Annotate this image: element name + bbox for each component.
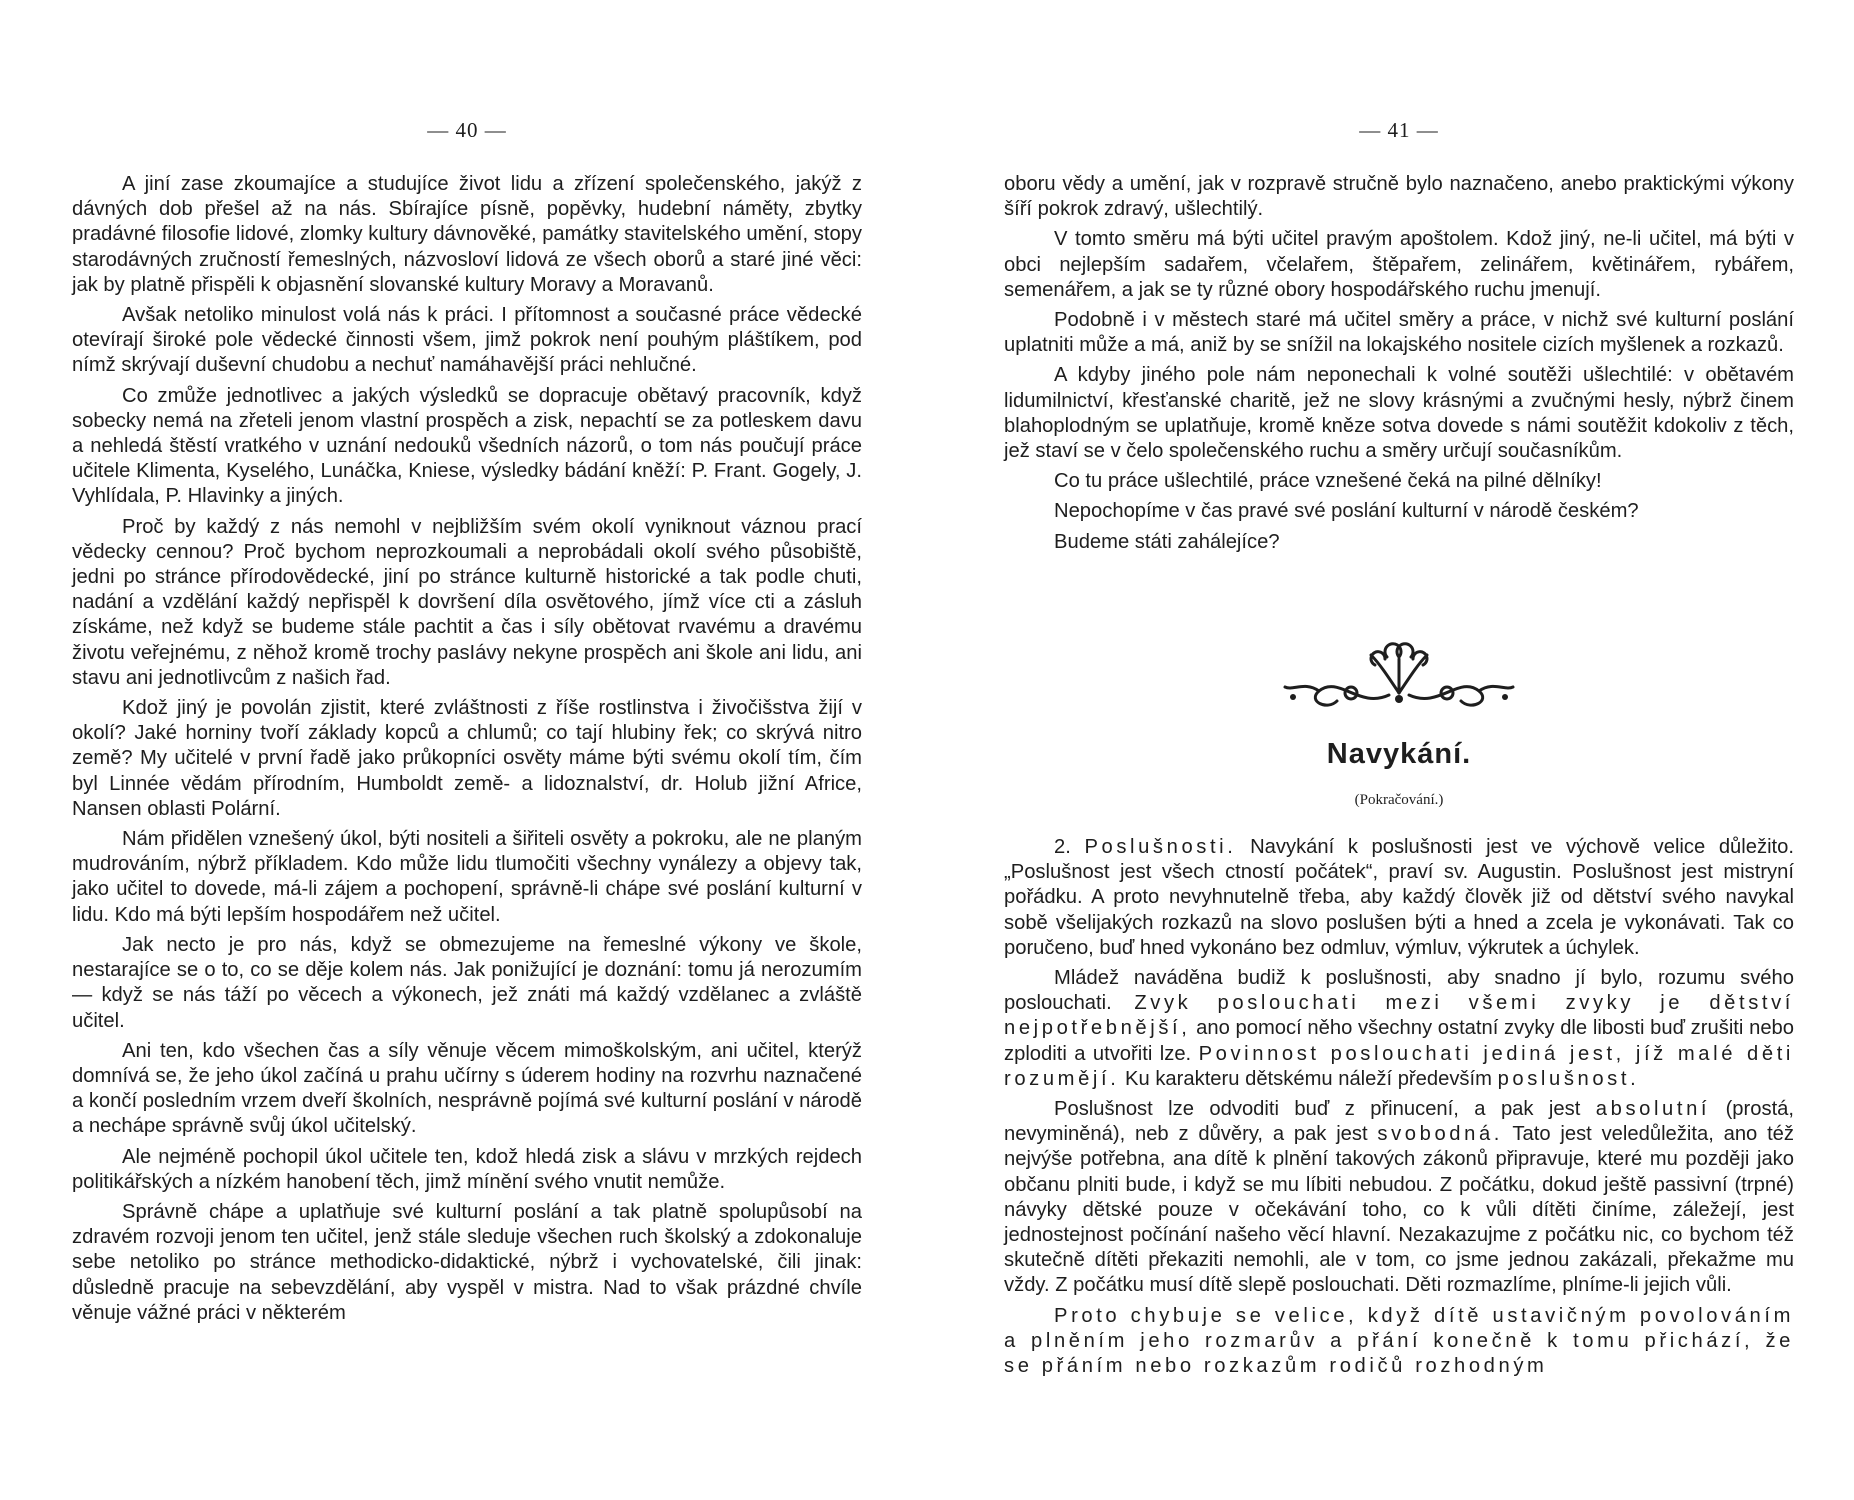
section-subheading: (Pokračování.) bbox=[1354, 792, 1444, 808]
paragraph: A kdyby jiného pole nám neponechali k volné soutěži ušlechtilé: v obětavém lidumilnictví, křesťanské charitě, jež ne slovy krásnými a zvučnými hesly, nýbrž činem blahoplodným se uplatňuje, kromě kněze sotva dovede s námi soutěžit kdokoliv z těch, jež staví se v čelo společenského ruchu a směry určují současníkům. bbox=[1004, 364, 1794, 463]
paragraph: Avšak netoliko minulost volá nás k práci. I přítomnost a současné práce vědecké otevírají široké pole vědecké činnosti všem, jimž pokrok není pouhým pláštíkem, pod nímž skrývají duševní chudobu a nechuť namáhavější práci nehlučné. bbox=[72, 304, 862, 377]
paragraph: Podobně i v městech staré má učitel směry a práce, v nichž své kulturní poslání uplatniti může a má, aniž by se snížil na lokajského nositele cizích myšlenek a rozkazů. bbox=[1004, 309, 1794, 357]
decorative-ornament-icon bbox=[1279, 635, 1519, 715]
text-run: Mládež naváděna budiž k poslušnosti, aby snadno jí bylo, rozumu svého poslouchati. bbox=[1004, 967, 1794, 1015]
section-heading: Navykání. bbox=[1326, 738, 1472, 770]
paragraph: A jiní zase zkoumajíce a studujíce život lidu a zřízení společenského, jakýž z dávných dob přešel až na nás. Sbírajíce písně, popěvky, hudební náměty, zbytky pradávné filosofie lidové, zlomky kultury dávnověké, památky stavitelského umění, stopy starodávných zručností řemeslných, názvosloví lidová ze všech oborů a staré jiné věci: jak by platně přispěli k objasnění slovanské kultury Moravy a Moravanů. bbox=[72, 173, 862, 296]
paragraph bbox=[1004, 835, 1794, 961]
paragraph: Proto chybuje se velice, když dítě ustavičným povolováním a plněním jeho rozmarův a přání konečně k tomu přichází, že se přáním nebo rozkazům rodičů rozhodným bbox=[1004, 1304, 1794, 1378]
page-number-right: — 41 — bbox=[1359, 118, 1439, 142]
left-page bbox=[72, 0, 862, 1500]
paragraph: oboru vědy a umění, jak v rozpravě stručně bylo naznačeno, anebo praktickými výkony šíří pokrok zdravý, ušlechtilý. bbox=[1004, 173, 1794, 221]
paragraph bbox=[1004, 1097, 1794, 1299]
text-run: (prostá, nevyminěná), neb z důvěry, a pak jest bbox=[1004, 1098, 1795, 1146]
spaced-term: absolutní bbox=[1595, 1098, 1711, 1121]
question-line: Nepochopíme v čas pravé své poslání kulturní v národě českém? bbox=[1054, 500, 1639, 523]
paragraph: Kdož jiný je povolán zjistit, které zvláštnosti z říše rostlinstva i živočišstva žijí v okolí? Jaké horniny tvoří základy kopců a chlumů; co tají hlubiny řek; co skrývá nitro země? My učitelé v první řadě jako průkopníci osvěty máme býti svému okolí tím, čím byl Linnée vědám přírodním, Humboldt země- a lidoznalství, dr. Holub jižní Africe, Nansen oblasti Polární. bbox=[72, 697, 862, 820]
paragraph: Ale nejméně pochopil úkol učitele ten, kdož hledá zisk a slávu v mrzkých rejdech politikářských a nízkém hanobení těch, jimž mínění svého vnutit nemůže. bbox=[72, 1145, 862, 1193]
text-run: Ku karakteru dětskému náleží především bbox=[1125, 1067, 1492, 1090]
paragraph: V tomto směru má býti učitel pravým apoštolem. Kdož jiný, ne-li učitel, má býti v obci nejlepším sadařem, včelařem, štěpařem, zelinářem, květinářem, rybářem, semenářem, a jak se ty různé obory hospodářského ruchu jmenují. bbox=[1004, 228, 1794, 301]
text-run: ano pomocí něho všechny ostatní zvyky dle libosti buď zrušiti nebo zploditi a utvořiti lze. bbox=[1004, 1017, 1794, 1065]
text-run: Poslušnost lze odvoditi buď z přinucení, a pak jest bbox=[1054, 1098, 1581, 1121]
spaced-term: Povinnost poslouchati jediná jest, jíž malé děti rozumějí. bbox=[1004, 1042, 1794, 1090]
paragraph: Nám přidělen vznešený úkol, býti nositeli a šiřiteli osvěty a pokroku, ale ne planým mudrováním, nýbrž příkladem. Kdo může lidu tlumočiti všechny vynálezy a objevy tak, jako učitel to dovede, má-li zájem a pochopení, správně-li chápe své poslání kulturní v lidu. Kdo má býti lepším hospodářem než učitel. bbox=[72, 828, 862, 926]
paragraph: Ani ten, kdo všechen čas a síly věnuje věcem mimoškolským, ani učitel, kterýž domnívá se, že jeho úkol začíná u prahu učírny s úderem hodiny na rozvrhu naznačené a končí posledním vrzem dveří školních, nesprávně pojímá své kulturní poslání v národě a nechápe správně svůj úkol učitelský. bbox=[72, 1039, 862, 1138]
section-text bbox=[1004, 835, 1794, 1384]
right-page-text bbox=[1004, 172, 1794, 560]
paragraph: Co zmůže jednotlivec a jakých výsledků se dopracuje obětavý pracovník, když sobecky nemá na zřeteli jenom vlastní prospěch a zisk, nepachtí se za potleskem davu a nehledá štěstí vratkého v uznání nedouků všedních názorů, o tom nás poučují práce učitele Klimenta, Kyselého, Lunáčka, Kniese, výsledky bádání kněží: P. Frant. Gogely, J. Vyhlídala, P. Hlavinky a jiných. bbox=[72, 384, 862, 508]
spaced-term: Zvyk poslouchati mezi všemi zvyky je dětství nejpotřebnější, bbox=[1004, 992, 1794, 1040]
page-number-left: — 40 — bbox=[427, 118, 507, 142]
paragraph: Jak necto je pro nás, když se obmezujeme na řemeslné výkony ve škole, nestarajíce se o to, co se děje kolem nás. Jak ponižující je doznání: tomu já nerozumím — když se nás táží po věcech a výkonech, jež znáti má každý vzdělanec a zvláště učitel. bbox=[72, 933, 862, 1032]
text-run: Navykání k poslušnosti jest ve výchově velice důležito. „Poslušnost jest všech ctností počátek“, praví sv. Augustin. Poslušnost jest mistryní pořádku. A proto nevyhnutelně třeba, aby každý člověk již od dětství svého navykal sobě všelijakých rozkazů na slovo poslušen býti a hned a zcela je vykonávati. Tak co poručeno, buď hned vykonáno bez odmluv, výmluv, výkrutek a úchylek. bbox=[1004, 836, 1795, 959]
question-line: Co tu práce ušlechtilé, práce vznešené čeká na pilné dělníky! bbox=[1054, 470, 1602, 493]
text-run: Tato jest veledůležita, ano též nejvýše potřebna, ana dítě k plnění takových zákonů připravuje, které mu později jako občanu plniti bude, i když se mu líbiti nebudou. Z počátku, dokud ještě passivní (trpné) návyky dětské pouze v očekávání toho, co k vůli dítěti činíme, záležejí, jest jednostejnost počínání našeho věcí hlavní. Nezakazujme z počátku nic, co bychom též skutečně dítěti překaziti nemohli, ale v tom, co jsme jednou zakázali, překažme mu vždy. Z počátku musí dítě slepě poslouchati. Děti rozmazlíme, plníme-li jejich vůli. bbox=[1004, 1123, 1795, 1297]
paragraph: Správně chápe a uplatňuje své kulturní poslání a tak platně spolupůsobí na zdravém rozvoji jenom ten učitel, jenž stále sleduje všechen ruch školský a zdokonaluje sebe netoliko po stránce methodicko-didaktické, nýbrž i vychovatelské, čili jinak: důsledně pracuje na sebevzdělání, aby vyspěl v mistra. Nad to však prázdné chvíle věnuje vážné práci v některém bbox=[72, 1200, 862, 1324]
question-line: Budeme státi zahálejíce? bbox=[1054, 530, 1280, 553]
paragraph: Proč by každý z nás nemohl v nejbližším svém okolí vyniknout váznou prací vědecky cennou? Proč bychom neprozkoumali a neprobádali okolí svého působiště, jedni po stránce přírodovědecké, jiní po stránce kulturně historické a tak podle chuti, nadání a vzdělání každý nepřispěl k dovršení díla osvětového, jímž více cti a zásluh získáme, než když se budeme stále pachtit a čas i síly obětovat rvavému a dravému životu veřejnému, z něhož kromě trochy pasIávy nekyne prospěch ani škole ani lidu, ani stavu ani jednotlivcům z našich řad. bbox=[72, 515, 862, 689]
paragraph bbox=[1004, 966, 1794, 1092]
spaced-term: svobodná. bbox=[1377, 1123, 1503, 1146]
spaced-term: poslušnost. bbox=[1497, 1067, 1640, 1090]
spaced-term: Poslušnosti. bbox=[1084, 836, 1237, 858]
right-page bbox=[1004, 0, 1794, 1500]
section-number: 2. bbox=[1054, 836, 1071, 858]
left-page-text bbox=[72, 172, 862, 1331]
